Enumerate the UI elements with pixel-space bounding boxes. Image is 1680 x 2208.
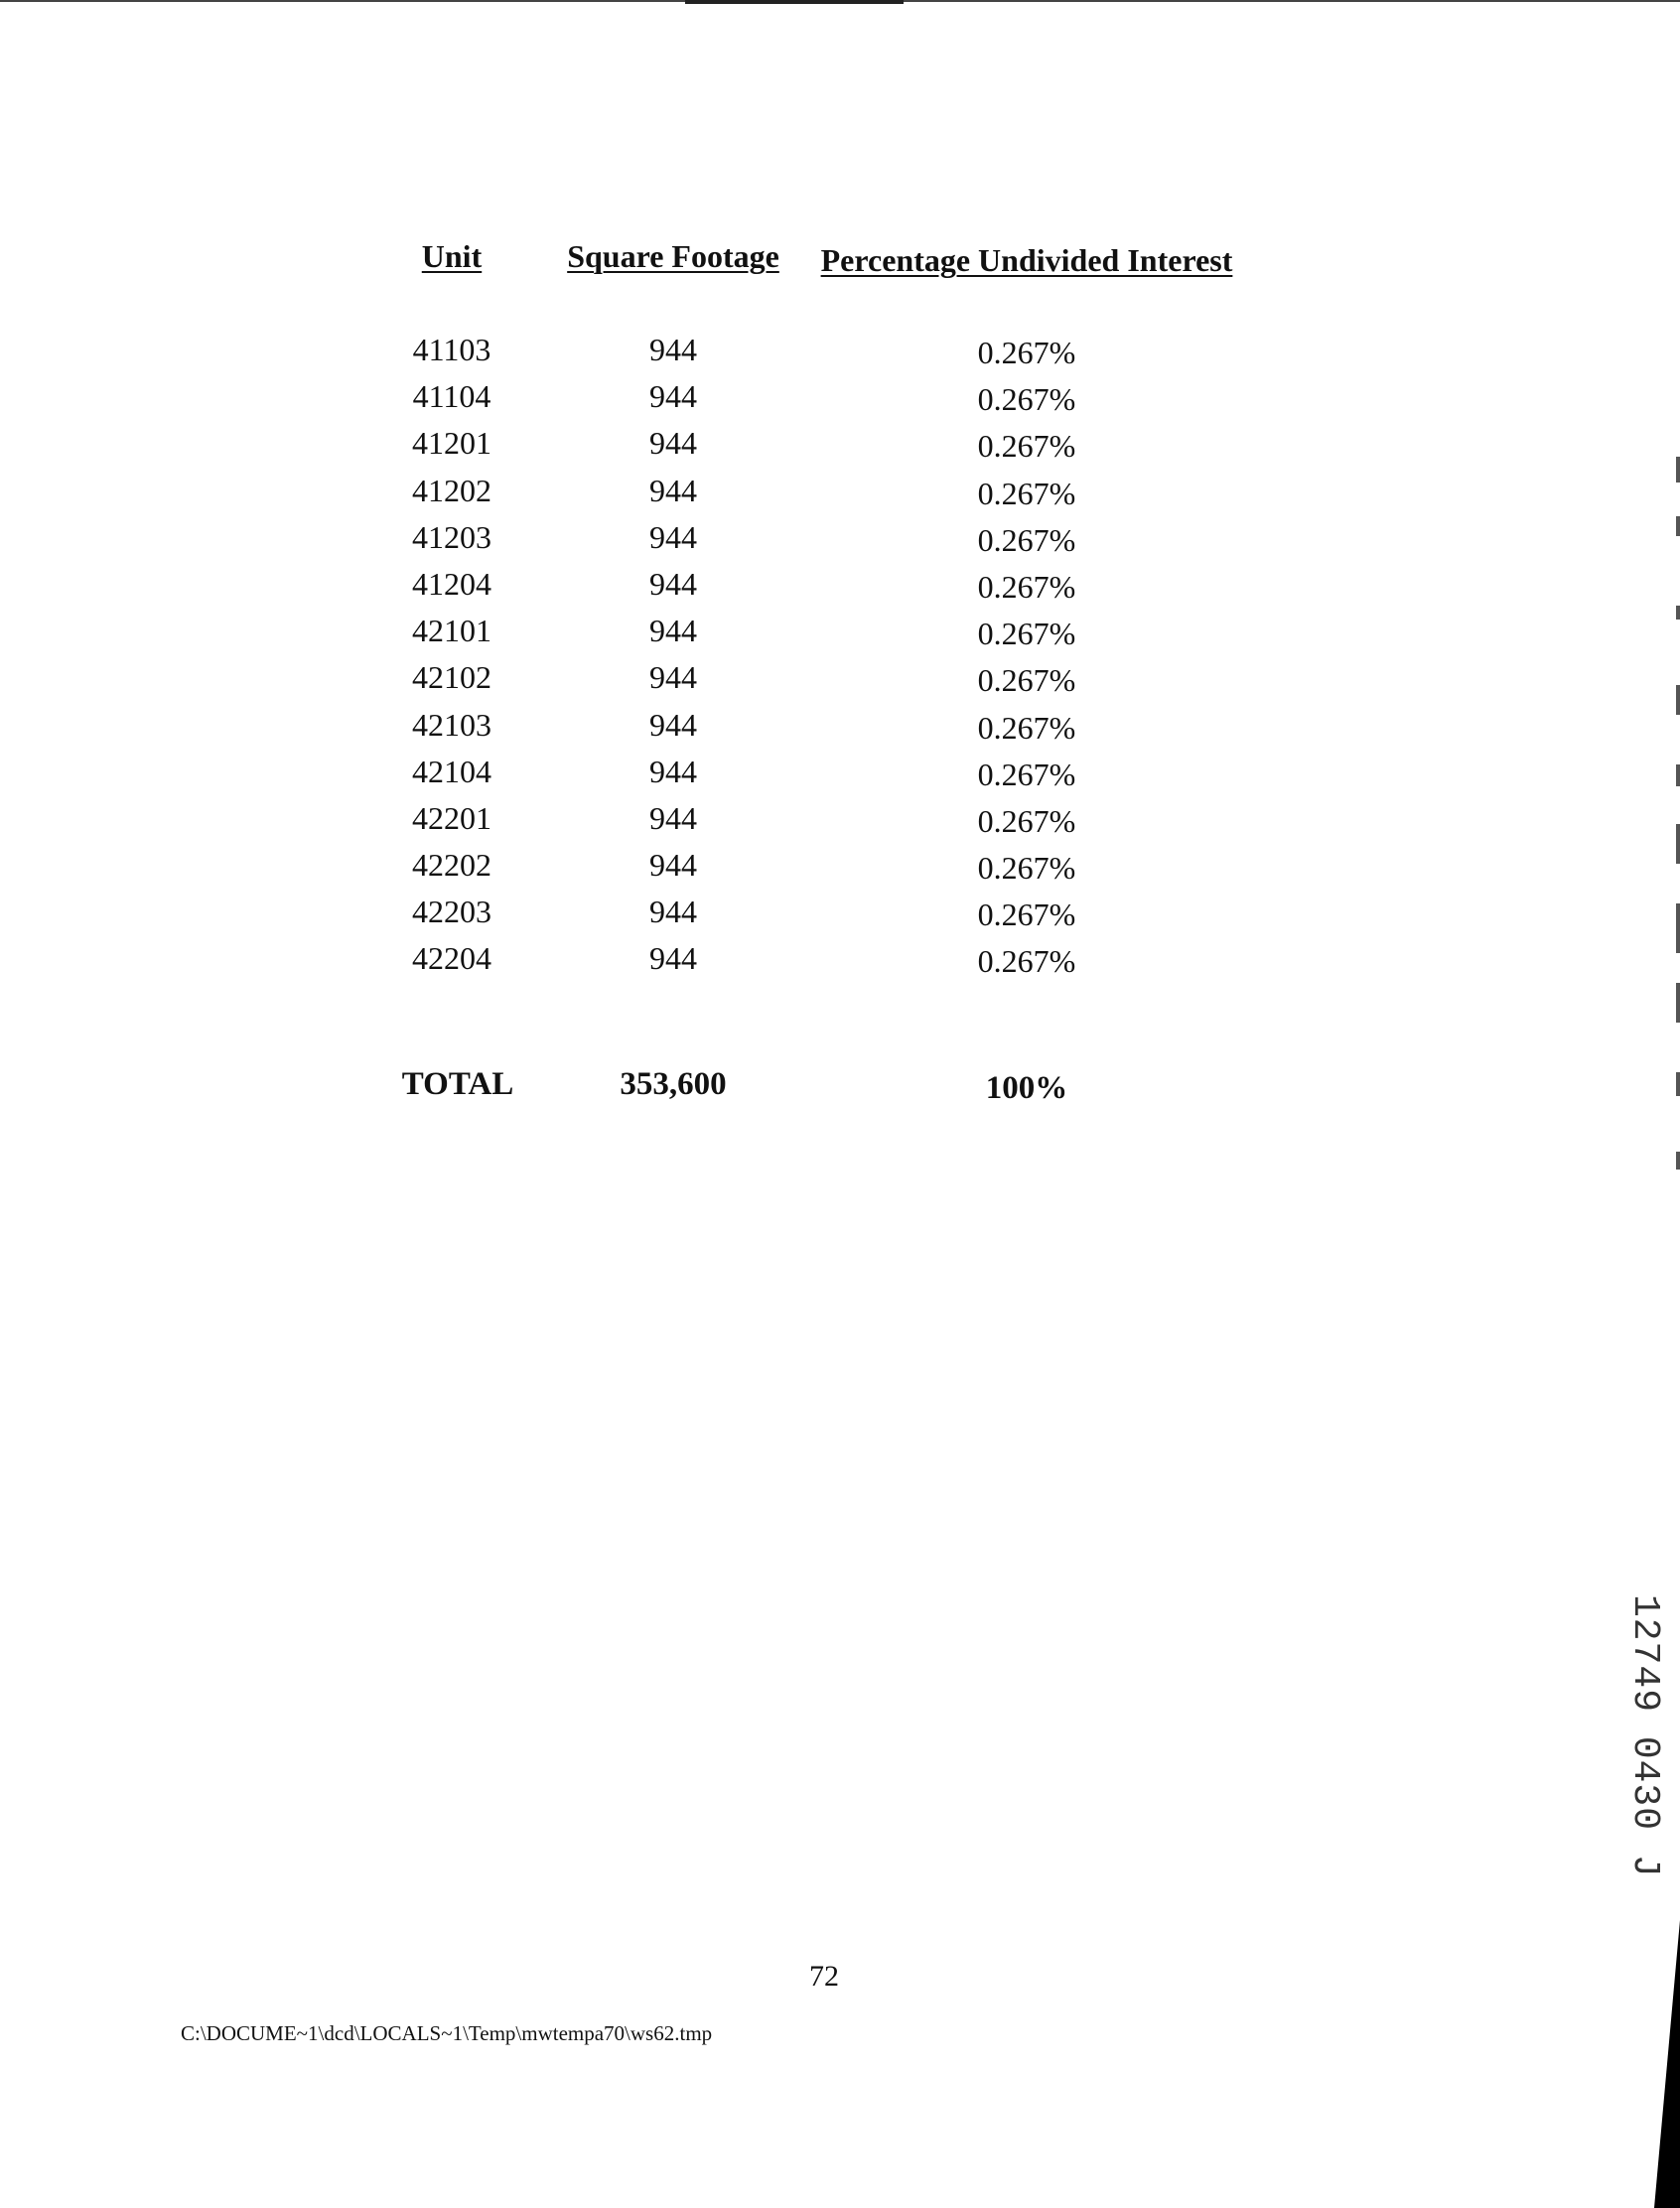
scan-right-edge-marks (1672, 457, 1680, 1211)
table-row (0, 469, 1680, 515)
table-row (0, 936, 1680, 983)
cell-percentage: 0.267% (977, 850, 1076, 887)
scan-top-edge-mark (685, 0, 904, 4)
total-percentage: 100% (985, 1070, 1068, 1106)
cell-unit: 42202 (412, 847, 491, 884)
cell-percentage: 0.267% (977, 802, 1076, 839)
cell-percentage: 0.267% (977, 897, 1076, 933)
cell-percentage: 0.267% (977, 335, 1076, 370)
page-number: 72 (809, 1960, 839, 1993)
cell-unit: 41201 (412, 425, 491, 462)
table-row (0, 843, 1680, 890)
table-row (0, 609, 1680, 655)
cell-square-footage: 944 (649, 518, 697, 555)
cell-percentage: 0.267% (977, 709, 1076, 746)
cell-unit: 42101 (412, 613, 491, 649)
cell-percentage: 0.267% (977, 381, 1076, 418)
cell-square-footage: 944 (649, 706, 697, 743)
cell-percentage: 0.267% (977, 616, 1076, 652)
cell-percentage: 0.267% (977, 428, 1076, 465)
table-row (0, 655, 1680, 702)
cell-percentage: 0.267% (977, 568, 1076, 605)
total-square-footage: 353,600 (620, 1066, 727, 1102)
total-row (0, 1062, 1680, 1106)
cell-percentage: 0.267% (977, 662, 1076, 699)
table-row (0, 515, 1680, 562)
cell-percentage: 0.267% (977, 521, 1076, 558)
table-row (0, 374, 1680, 421)
cell-unit: 42201 (412, 799, 491, 836)
cell-square-footage: 944 (649, 425, 697, 462)
table-row (0, 703, 1680, 750)
table-row (0, 750, 1680, 796)
table-row (0, 796, 1680, 843)
cell-unit: 41203 (412, 518, 491, 555)
table-row (0, 890, 1680, 936)
scan-corner-shadow (1640, 1920, 1680, 2208)
cell-square-footage: 944 (649, 613, 697, 649)
cell-percentage: 0.267% (977, 756, 1076, 792)
header-percentage-undivided-interest: Percentage Undivided Interest (820, 242, 1233, 278)
cell-square-footage: 944 (649, 894, 697, 930)
cell-square-footage: 944 (649, 799, 697, 836)
cell-square-footage: 944 (649, 659, 697, 696)
cell-unit: 41103 (412, 332, 491, 367)
cell-square-footage: 944 (649, 472, 697, 508)
cell-square-footage: 944 (649, 565, 697, 602)
cell-unit: 42103 (412, 706, 491, 743)
table-row (0, 421, 1680, 468)
cell-unit: 41204 (412, 565, 491, 602)
cell-unit: 41202 (412, 472, 491, 508)
cell-percentage: 0.267% (977, 943, 1076, 980)
table-row (0, 562, 1680, 609)
cell-square-footage: 944 (649, 378, 697, 415)
header-unit: Unit (421, 238, 483, 274)
cell-unit: 41104 (412, 378, 491, 415)
cell-square-footage: 944 (649, 332, 697, 367)
table-row (0, 328, 1680, 374)
cell-square-footage: 944 (649, 753, 697, 789)
cell-percentage: 0.267% (977, 475, 1076, 511)
cell-unit: 42102 (412, 659, 491, 696)
total-label: TOTAL (401, 1066, 514, 1102)
cell-unit: 42204 (412, 940, 491, 977)
cell-unit: 42104 (412, 753, 491, 789)
cell-square-footage: 944 (649, 940, 697, 977)
header-square-footage: Square Footage (567, 238, 779, 274)
side-document-stamp: 12749 0430 J (1623, 1594, 1666, 1878)
cell-unit: 42203 (412, 894, 491, 930)
footer-file-path: C:\DOCUME~1\dcd\LOCALS~1\Temp\mwtempa70\ws62.tmp (181, 2021, 713, 2045)
cell-square-footage: 944 (649, 847, 697, 884)
table-body (0, 328, 1680, 984)
